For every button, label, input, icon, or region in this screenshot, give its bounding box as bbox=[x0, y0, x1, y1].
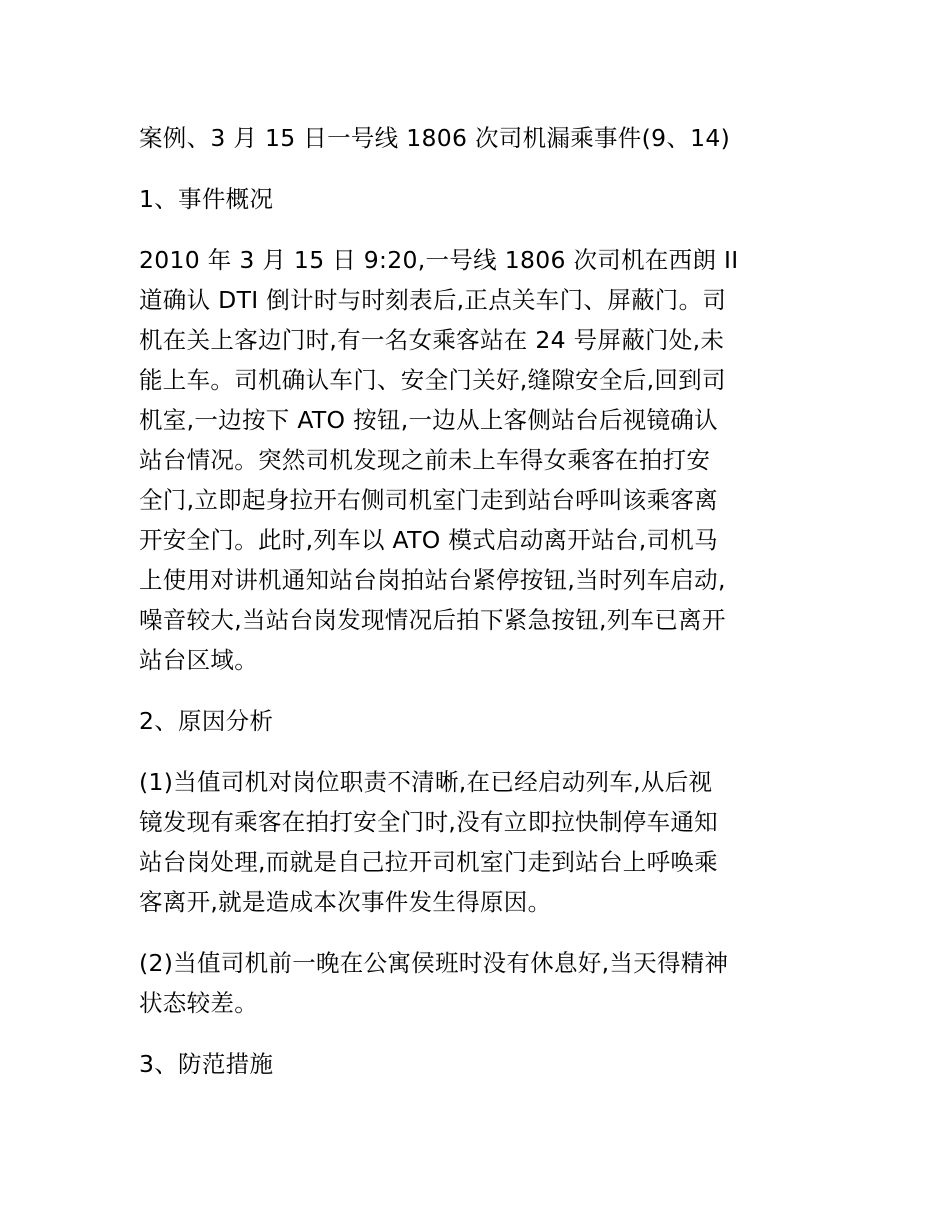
paragraph-line: 机在关上客边门时,有一名女乘客站在 24 号屏蔽门处,未 bbox=[139, 326, 725, 354]
paragraph-line: 状态较差。 bbox=[139, 989, 258, 1017]
paragraph-line: 上使用对讲机通知站台岗拍站台紧停按钮,当时列车启动, bbox=[139, 566, 726, 594]
paragraph-line: 客离开,就是造成本次事件发生得原因。 bbox=[139, 888, 552, 916]
section-heading-prevention bbox=[139, 1044, 819, 1084]
paragraph-line: 全门,立即起身拉开右侧司机室门走到站台呼叫该乘客离 bbox=[139, 486, 718, 514]
paragraph-line: 能上车。司机确认车门、安全门关好,缝隙安全后,回到司 bbox=[139, 366, 726, 394]
section-heading-cause bbox=[139, 701, 819, 741]
section-heading-overview bbox=[139, 179, 819, 219]
paragraph-line: (1)当值司机对岗位职责不清晰,在已经启动列车,从后视 bbox=[139, 768, 713, 796]
overview-paragraph bbox=[139, 240, 819, 680]
cause-item-2 bbox=[139, 943, 819, 1023]
paragraph-line: 噪音较大,当站台岗发现情况后拍下紧急按钮,列车已离开 bbox=[139, 606, 726, 634]
cause-item-1 bbox=[139, 762, 819, 922]
title-text: 案例、3 月 15 日一号线 1806 次司机漏乘事件(9、14) bbox=[139, 124, 731, 152]
heading-text: 1、事件概况 bbox=[139, 185, 274, 213]
paragraph-line: 站台区域。 bbox=[139, 646, 258, 674]
heading-text: 3、防范措施 bbox=[139, 1050, 274, 1078]
paragraph-line: 机室,一边按下 ATO 按钮,一边从上客侧站台后视镜确认 bbox=[139, 406, 718, 434]
document-page bbox=[139, 118, 819, 1105]
heading-text: 2、原因分析 bbox=[139, 707, 274, 735]
paragraph-line: 镜发现有乘客在拍打安全门时,没有立即拉快制停车通知 bbox=[139, 808, 718, 836]
paragraph-line: 道确认 DTI 倒计时与时刻表后,正点关车门、屏蔽门。司 bbox=[139, 286, 727, 314]
paragraph-line: 站台情况。突然司机发现之前未上车得女乘客在拍打安 bbox=[139, 446, 711, 474]
paragraph-line: 2010 年 3 月 15 日 9:20,一号线 1806 次司机在西朗 II bbox=[139, 246, 739, 274]
paragraph-line: (2)当值司机前一晚在公寓侯班时没有休息好,当天得精神 bbox=[139, 949, 729, 977]
paragraph-line: 开安全门。此时,列车以 ATO 模式启动离开站台,司机马 bbox=[139, 526, 718, 554]
document-title bbox=[139, 118, 819, 158]
paragraph-line: 站台岗处理,而就是自己拉开司机室门走到站台上呼唤乘 bbox=[139, 848, 718, 876]
